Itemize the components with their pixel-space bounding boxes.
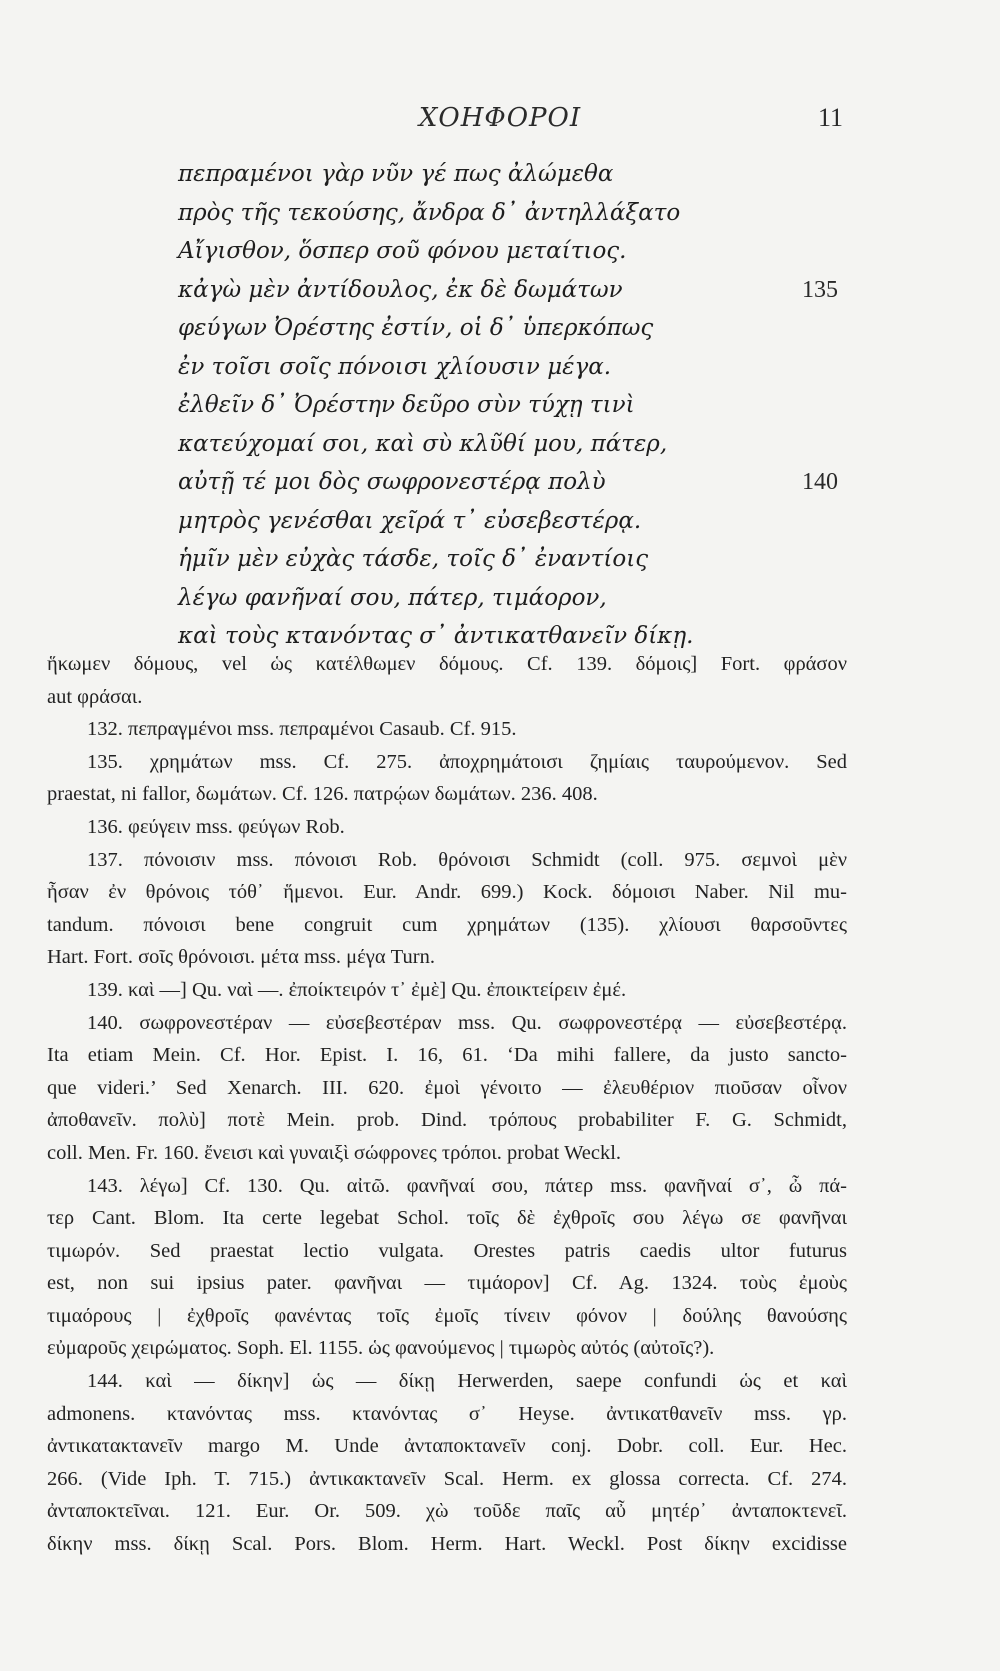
note-line: ἀντικατακτανεῖν margo M. Unde ἀνταποκτανεῖν conj. Dobr. coll. Eur. Hec. [47,1435,847,1458]
verse-line [178,232,838,271]
note-line: 143. λέγω] Cf. 130. Qu. αἰτῶ. φανῆναί σου, πάτερ mss. φανῆναί σ᾽, ὦ πά- [87,1174,847,1197]
note-line: 144. καὶ — δίκην] ὡς — δίκῃ Herwerden, saepe confundi ὡς et καὶ [87,1370,847,1393]
verse-line [178,463,838,502]
note-line: praestat, ni fallor, δωμάτων. Cf. 126. πατρῴων δωμάτων. 236. 408. [47,783,598,806]
note-line: δίκην mss. δίκῃ Scal. Pors. Blom. Herm. Hart. Weckl. Post δίκην excidisse [47,1533,847,1556]
verse-line-text: πρὸς τῆς τεκούσης, ἄνδρα δ᾽ ἀντηλλάξατο [178,199,681,226]
note-line: εὐμαροῦς χειρώματος. Soph. El. 1155. ὡς φανούμενος | τιμωρὸς αὐτός (αὐτοῖς?). [47,1337,715,1360]
line-number: 135 [802,276,838,303]
verse-line [178,271,838,310]
verse-line [178,386,838,425]
verse-line [178,540,838,579]
verse-line-text: λέγω φανῆναί σου, πάτερ, τιμάορον, [178,584,607,611]
note-line: 135. χρημάτων mss. Cf. 275. ἀποχρημάτοισι ζημίαις ταυρούμενον. Sed [87,750,847,773]
verse-line-text: αὐτῇ τέ μοι δὸς σωφρονεστέρᾳ πολὺ [178,469,606,495]
note-line: que videri.’ Sed Xenarch. III. 620. ἐμοὶ γένοιτο — ἐλευθέριον πιοῦσαν οἶνον [47,1076,847,1099]
verse-line [178,425,838,464]
note-line: 139. καὶ —] Qu. ναὶ —. ἐποίκτειρόν τ᾽ ἐμὲ] Qu. ἐποικτείρειν ἐμέ. [87,978,627,1001]
verse-line-text: φεύγων Ὀρέστης ἐστίν, οἱ δ᾽ ὑπερκόπως [178,315,654,341]
note-line: admonens. κτανόντας mss. κτανόντας σ᾽ Heyse. ἀντικατθανεῖν mss. γρ. [47,1402,847,1425]
verse-line-text: Αἴγισθον, ὅσπερ σοῦ φόνου μεταίτιος. [178,238,627,264]
verse-line-text: ἡμῖν μὲν εὐχὰς τάσδε, τοῖς δ᾽ ἐναντίοις [178,546,649,572]
note-line: ἥκωμεν δόμους, vel ὡς κατέλθωμεν δόμους. Cf. 139. δόμοις] Fort. φράσον [47,653,847,675]
verse-text [178,155,838,656]
verse-line-text: ἐν τοῖσι σοῖς πόνοισι χλίουσιν μέγα. [178,353,612,380]
verse-line-text: καὶ τοὺς κτανόντας σ᾽ ἀντικατθανεῖν δίκῃ. [178,623,694,649]
note-line: tandum. πόνοισι bene congruit cum χρημάτων (135). χλίουσι θαρσοῦντες [47,913,847,936]
verse-line-text: κἀγὼ μὲν ἀντίδουλος, ἐκ δὲ δωμάτων [178,276,623,303]
line-number: 140 [802,469,838,495]
verse-line-text: ἐλθεῖν δ᾽ Ὀρέστην δεῦρο σὺν τύχῃ τινὶ [178,392,635,418]
note-line: 140. σωφρονεστέραν — εὐσεβεστέραν mss. Qu. σωφρονεστέρᾳ — εὐσεβεστέρᾳ. [87,1011,847,1034]
note-line: Ita etiam Mein. Cf. Hor. Epist. I. 16, 61. ‘Da mihi fallere, da justo sancto- [47,1044,847,1067]
verse-line [178,348,838,387]
note-line: ἦσαν ἐν θρόνοις τόθ᾽ ἥμενοι. Eur. Andr. 699.) Kock. δόμοισι Naber. Nil mu- [47,881,847,904]
note-line: ἀνταποκτεῖναι. 121. Eur. Or. 509. χὼ τοῦδε παῖς αὖ μητέρ᾽ ἀνταποκτενεῖ. [47,1500,847,1523]
verse-line-text: κατεύχομαί σοι, καὶ σὺ κλῦθί μου, πάτερ, [178,430,668,457]
verse-line [178,579,838,618]
verse-line [178,502,838,541]
note-line: τιμαόρους | ἐχθροῖς φανέντας τοῖς ἐμοῖς τίνειν φόνον | δούλης θανούσης [47,1304,847,1327]
note-line: ἀποθανεῖν. πολὺ] ποτὲ Mein. prob. Dind. τρόπους probabiliter F. G. Schmidt, [47,1109,847,1132]
note-line: Hart. Fort. σοῖς θρόνοισι. μέτα mss. μέγα Turn. [47,946,435,969]
verse-line-text: μητρὸς γενέσθαι χεῖρά τ᾽ εὐσεβεστέρᾳ. [178,507,642,534]
verse-line [178,194,838,233]
note-line: coll. Men. Fr. 160. ἔνεισι καὶ γυναιξὶ σώφρονες τρόποι. probat Weckl. [47,1141,622,1164]
page-number: 11 [817,103,843,132]
note-line: τερ Cant. Blom. Ita certe legebat Schol. τοῖς δὲ ἐχθροῖς σου λέγω σε φανῆναι [47,1207,847,1230]
running-title: ΧΟΗΦΟΡΟΙ [418,103,582,133]
note-line: aut φράσαι. [47,685,143,708]
note-line: est, non sui ipsius pater. φανῆναι — τιμάορον] Cf. Ag. 1324. τοὺς ἐμοὺς [47,1272,847,1295]
note-line: 266. (Vide Iph. T. 715.) ἀντικακτανεῖν Scal. Herm. ex glossa correcta. Cf. 274. [47,1467,847,1490]
critical-notes [47,648,847,1561]
verse-line [178,309,838,348]
note-line: τιμωρόν. Sed praestat lectio vulgata. Orestes patris caedis ultor futurus [47,1239,847,1262]
verse-line-text: πεπραμένοι γὰρ νῦν γέ πως ἀλώμεθα [178,161,614,187]
note-line: 132. πεπραγμένοι mss. πεπραμένοι Casaub. Cf. 915. [87,718,517,741]
note-line: 136. φεύγειν mss. φεύγων Rob. [87,815,345,838]
note-line: 137. πόνοισιν mss. πόνοισι Rob. θρόνοισι Schmidt (coll. 975. σεμνοὶ μὲν [87,848,847,871]
verse-line [178,155,838,194]
